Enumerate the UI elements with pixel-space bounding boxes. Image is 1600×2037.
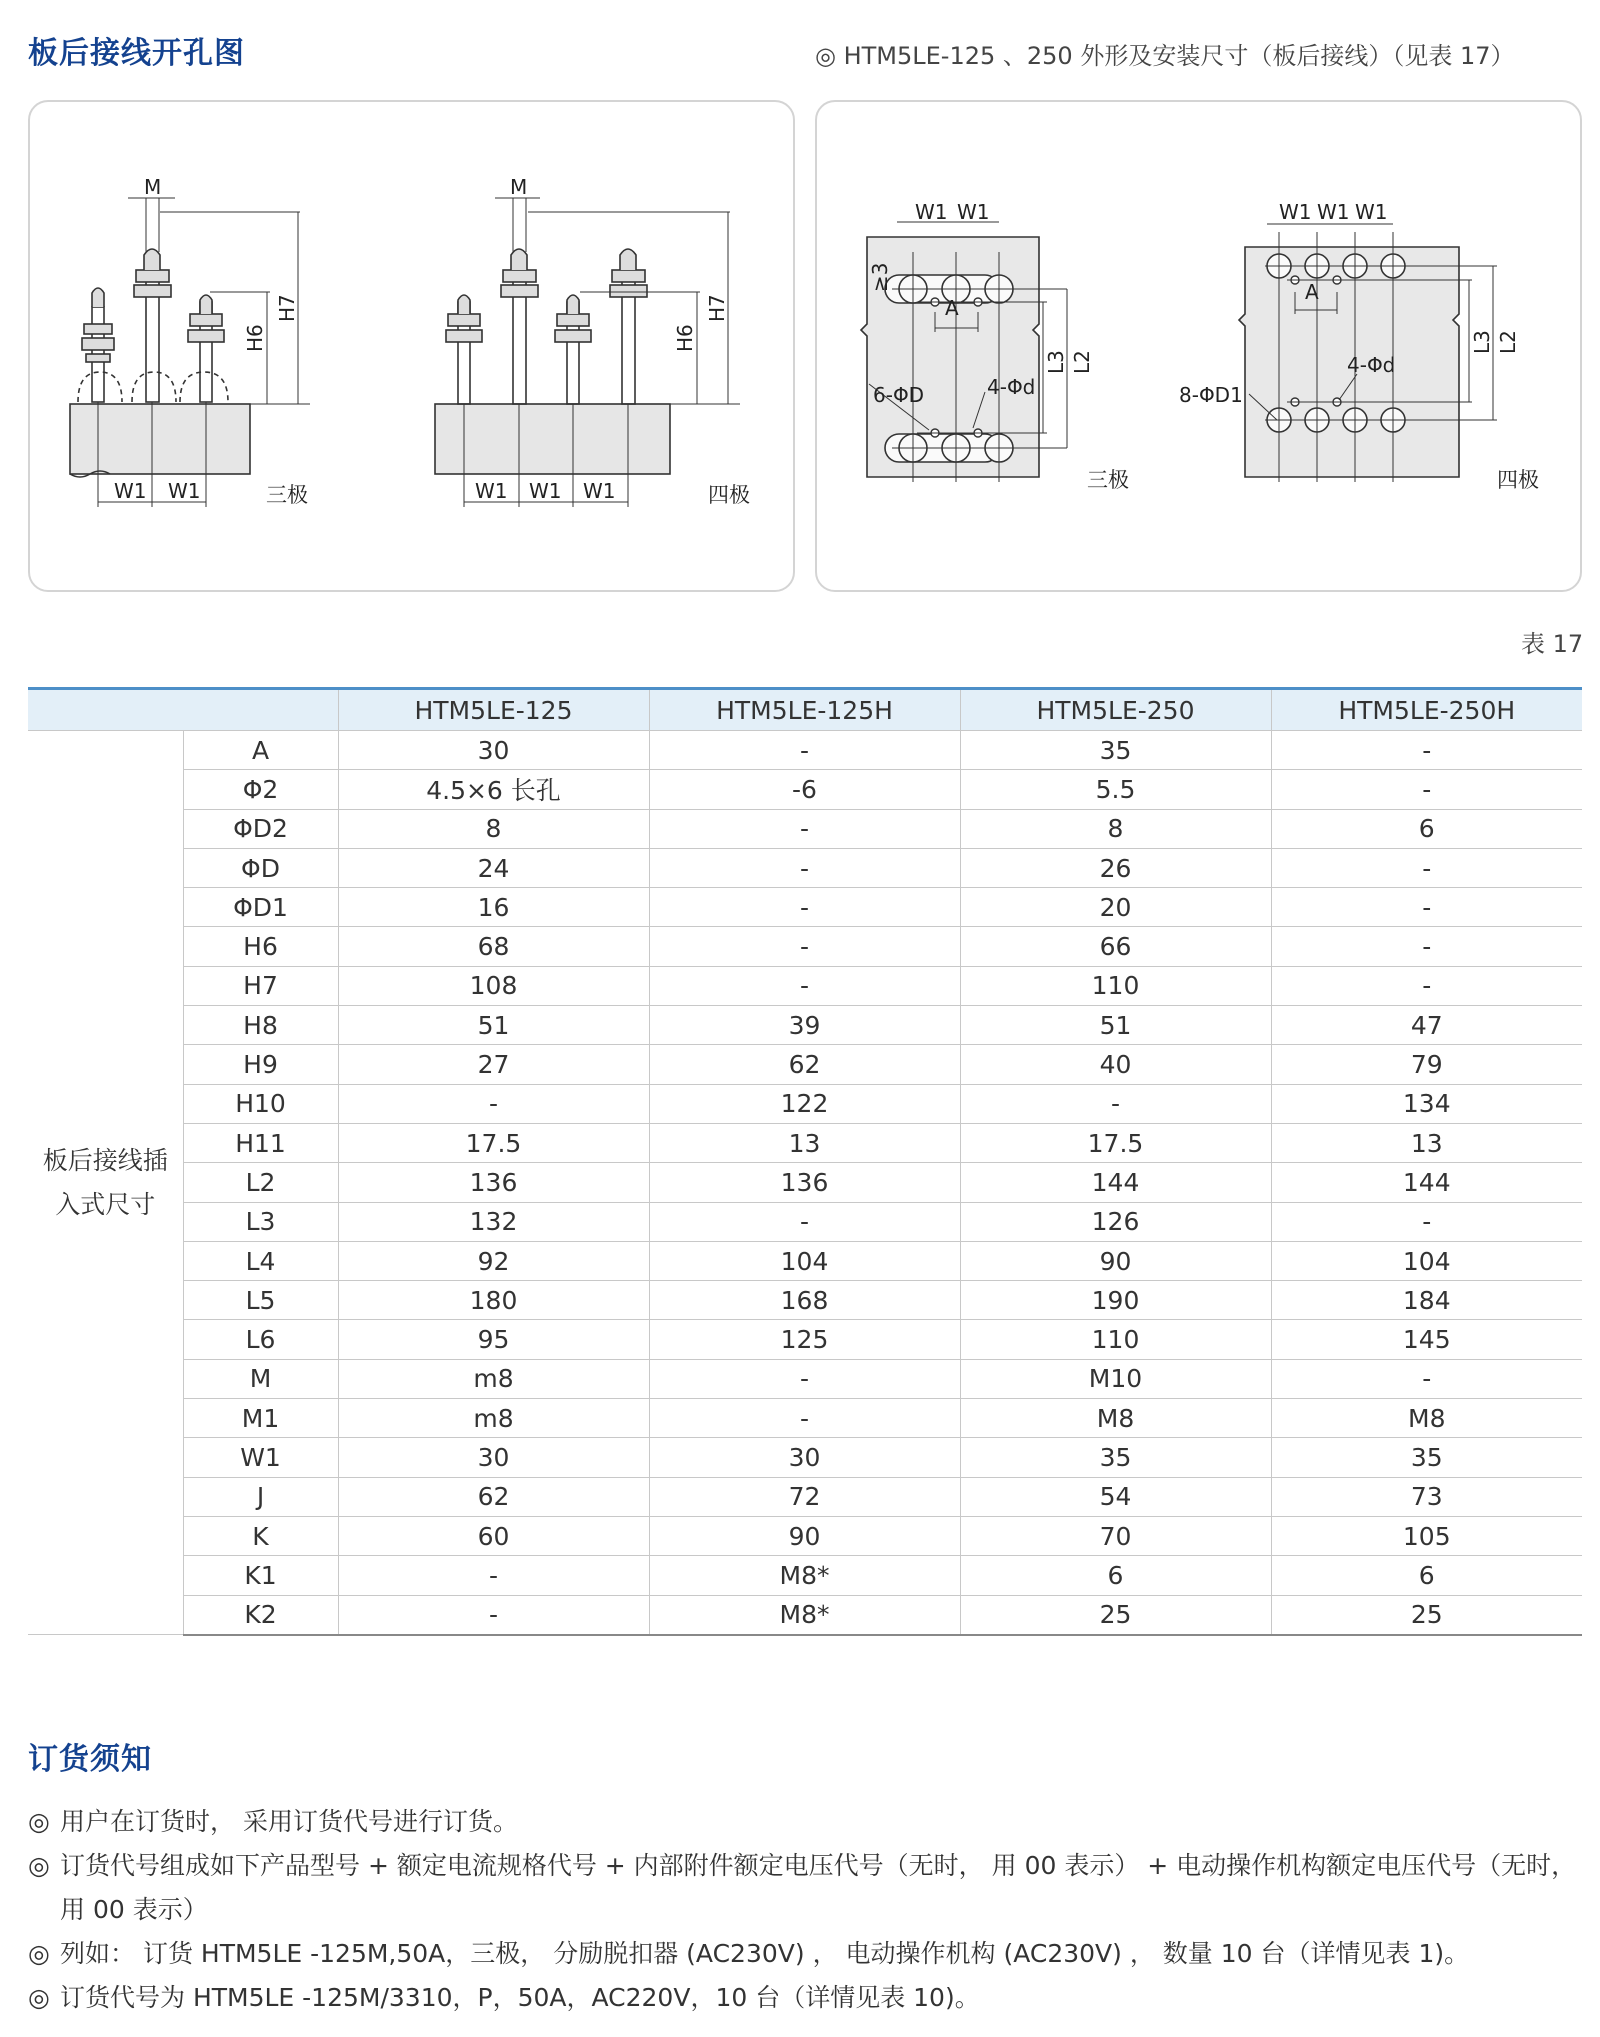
table-row — [28, 1399, 1582, 1438]
table-row — [28, 1202, 1582, 1241]
w1-label-hole-4p-a: W1 — [1279, 200, 1312, 224]
table-row — [28, 1516, 1582, 1555]
value-cell: 16 — [338, 888, 649, 927]
value-cell: 132 — [338, 1202, 649, 1241]
table-caption: 表 17 — [1521, 630, 1584, 658]
dimension-table — [28, 687, 1582, 1636]
value-cell: 134 — [1271, 1084, 1582, 1123]
table-row — [28, 1084, 1582, 1123]
table-row — [28, 927, 1582, 966]
value-cell: - — [1271, 770, 1582, 809]
table-row — [28, 966, 1582, 1005]
value-cell: - — [1271, 927, 1582, 966]
value-cell: 90 — [960, 1241, 1271, 1280]
breaker-body-4p — [435, 404, 670, 474]
l3-label-4p: L3 — [1470, 330, 1494, 354]
table-row — [28, 1556, 1582, 1595]
header-htm5le-250: HTM5LE-250 — [960, 689, 1271, 731]
six-phid-label: 6-ΦD — [873, 383, 925, 407]
param-name-cell: H7 — [183, 966, 338, 1005]
value-cell: 62 — [649, 1045, 960, 1084]
value-cell: 24 — [338, 848, 649, 887]
w1-label-3p-b: W1 — [168, 479, 201, 503]
param-name-cell: H6 — [183, 927, 338, 966]
value-cell: 105 — [1271, 1516, 1582, 1555]
header-htm5le-250h: HTM5LE-250H — [1271, 689, 1582, 731]
value-cell: 20 — [960, 888, 1271, 927]
value-cell: 30 — [338, 731, 649, 770]
m-label-3p: M — [144, 175, 162, 199]
note-bullet: ◎ — [28, 1983, 50, 2012]
dimension-caption: ◎ HTM5LE-125 、250 外形及安装尺寸（板后接线）（见表 17） — [815, 42, 1515, 70]
value-cell: 72 — [649, 1477, 960, 1516]
note-text: 订货代号为 HTM5LE -125M/3310，P，50A，AC220V，10 台（详情见表 10)。 — [60, 1983, 980, 2012]
param-name-cell: M1 — [183, 1399, 338, 1438]
w1-label-4p-b: W1 — [529, 479, 562, 503]
note-bullet: ◎ — [28, 1807, 50, 1836]
note-text: 用户在订货时， 采用订货代号进行订货。 — [60, 1807, 518, 1836]
table-row — [28, 809, 1582, 848]
value-cell: 4.5×6 长孔 — [338, 770, 649, 809]
value-cell: 27 — [338, 1045, 649, 1084]
value-cell: 60 — [338, 1516, 649, 1555]
param-name-cell: L4 — [183, 1241, 338, 1280]
value-cell: 8 — [960, 809, 1271, 848]
param-name-cell: W1 — [183, 1438, 338, 1477]
value-cell: - — [649, 848, 960, 887]
value-cell: 17.5 — [338, 1123, 649, 1162]
value-cell: -6 — [649, 770, 960, 809]
l2-label-3p: L2 — [1070, 350, 1094, 374]
table-row — [28, 1281, 1582, 1320]
table-row — [28, 848, 1582, 887]
value-cell: 62 — [338, 1477, 649, 1516]
three-pole-label-right: 三极 — [1087, 468, 1129, 492]
value-cell: - — [338, 1595, 649, 1635]
value-cell: 190 — [960, 1281, 1271, 1320]
h6-label-4p: H6 — [673, 324, 697, 352]
table-row — [28, 1595, 1582, 1635]
section-title-cutout: 板后接线开孔图 — [28, 36, 245, 71]
value-cell: 168 — [649, 1281, 960, 1320]
table-row — [28, 1320, 1582, 1359]
value-cell: 104 — [1271, 1241, 1582, 1280]
value-cell: 5.5 — [960, 770, 1271, 809]
note-text: 列如： 订货 HTM5LE -125M,50A，三极， 分励脱扣器 (AC230V) ， 电动操作机构 (AC230V) ， 数量 10 台（详情见表 1)。 — [60, 1939, 1470, 1968]
group-label-line: 入式尺寸 — [55, 1189, 156, 1219]
value-cell: 6 — [1271, 809, 1582, 848]
note-bullet: ◎ — [28, 1939, 50, 1968]
w1-label-hole-4p-b: W1 — [1317, 200, 1350, 224]
value-cell: 79 — [1271, 1045, 1582, 1084]
table-header-row — [28, 689, 1582, 731]
value-cell: M8* — [649, 1595, 960, 1635]
note-bullet: ◎ — [28, 1851, 50, 1880]
w1-label-hole-3p-a: W1 — [915, 200, 948, 224]
value-cell: 144 — [960, 1163, 1271, 1202]
table-row — [28, 1163, 1582, 1202]
four-pole-label-right: 四极 — [1497, 468, 1539, 492]
three-pole-label-left: 三极 — [266, 483, 308, 507]
value-cell: 180 — [338, 1281, 649, 1320]
value-cell: 90 — [649, 1516, 960, 1555]
value-cell: 39 — [649, 1006, 960, 1045]
a-label-3p: A — [945, 296, 959, 320]
value-cell: 104 — [649, 1241, 960, 1280]
mounting-hole-diagram-panel — [815, 100, 1582, 592]
value-cell: - — [649, 731, 960, 770]
value-cell: 122 — [649, 1084, 960, 1123]
w1-label-4p-a: W1 — [475, 479, 508, 503]
value-cell: 92 — [338, 1241, 649, 1280]
value-cell: 30 — [338, 1438, 649, 1477]
param-name-cell: K2 — [183, 1595, 338, 1635]
value-cell: 25 — [960, 1595, 1271, 1635]
l3-label-3p: L3 — [1044, 350, 1068, 374]
value-cell: 8 — [338, 809, 649, 848]
value-cell: 126 — [960, 1202, 1271, 1241]
value-cell: M10 — [960, 1359, 1271, 1398]
value-cell: 136 — [338, 1163, 649, 1202]
four-pole-label-left: 四极 — [708, 483, 750, 507]
value-cell: - — [649, 888, 960, 927]
value-cell: 26 — [960, 848, 1271, 887]
value-cell: 70 — [960, 1516, 1271, 1555]
value-cell: - — [1271, 1202, 1582, 1241]
value-cell: 145 — [1271, 1320, 1582, 1359]
value-cell: 95 — [338, 1320, 649, 1359]
param-name-cell: L3 — [183, 1202, 338, 1241]
value-cell: - — [649, 1202, 960, 1241]
value-cell: 66 — [960, 927, 1271, 966]
table-row — [28, 1006, 1582, 1045]
value-cell: 25 — [1271, 1595, 1582, 1635]
note-item — [28, 1976, 1584, 2020]
param-name-cell: A — [183, 731, 338, 770]
note-text: 订货代号组成如下产品型号 + 额定电流规格代号 + 内部附件额定电压代号（无时， 用 00 表示） + 电动操作机构额定电压代号（无时， 用 00 表示） — [60, 1851, 1577, 1924]
table-row — [28, 731, 1582, 770]
param-name-cell: ΦD — [183, 848, 338, 887]
header-htm5le-125: HTM5LE-125 — [338, 689, 649, 731]
value-cell: 108 — [338, 966, 649, 1005]
value-cell: - — [1271, 848, 1582, 887]
table-row — [28, 770, 1582, 809]
table-row — [28, 1241, 1582, 1280]
hole-layout-drawing — [817, 102, 1584, 594]
value-cell: 136 — [649, 1163, 960, 1202]
param-name-cell: H10 — [183, 1084, 338, 1123]
value-cell: - — [338, 1084, 649, 1123]
value-cell: - — [649, 809, 960, 848]
param-name-cell: M — [183, 1359, 338, 1398]
param-name-cell: H8 — [183, 1006, 338, 1045]
note-item — [28, 1844, 1584, 1932]
param-name-cell: K1 — [183, 1556, 338, 1595]
value-cell: 40 — [960, 1045, 1271, 1084]
value-cell: - — [960, 1084, 1271, 1123]
table-row — [28, 1477, 1582, 1516]
param-name-cell: J — [183, 1477, 338, 1516]
param-name-cell: H11 — [183, 1123, 338, 1162]
value-cell: 125 — [649, 1320, 960, 1359]
four-phid-label-3p: 4-Φd — [987, 375, 1036, 399]
header-htm5le-125h: HTM5LE-125H — [649, 689, 960, 731]
row-group-label — [28, 731, 183, 1635]
rear-wiring-diagram-panel — [28, 100, 795, 592]
terminal-side-view-drawing — [30, 102, 797, 594]
h7-label-3p: H7 — [275, 294, 299, 322]
value-cell: 54 — [960, 1477, 1271, 1516]
w1-label-3p-a: W1 — [114, 479, 147, 503]
value-cell: 13 — [1271, 1123, 1582, 1162]
m-label-4p: M — [510, 175, 528, 199]
table-row — [28, 888, 1582, 927]
note-item — [28, 1800, 1584, 1844]
value-cell: - — [649, 1399, 960, 1438]
note-item — [28, 1932, 1584, 1976]
value-cell: 73 — [1271, 1477, 1582, 1516]
param-name-cell: L5 — [183, 1281, 338, 1320]
param-name-cell: H9 — [183, 1045, 338, 1084]
value-cell: - — [1271, 966, 1582, 1005]
table-row — [28, 1359, 1582, 1398]
value-cell: 51 — [338, 1006, 649, 1045]
param-name-cell: K — [183, 1516, 338, 1555]
h6-label-3p: H6 — [243, 324, 267, 352]
param-name-cell: L6 — [183, 1320, 338, 1359]
value-cell: 35 — [960, 731, 1271, 770]
value-cell: 6 — [1271, 1556, 1582, 1595]
value-cell: 35 — [1271, 1438, 1582, 1477]
eight-phid1-label: 8-ΦD1 — [1179, 383, 1243, 407]
value-cell: 30 — [649, 1438, 960, 1477]
param-name-cell: ΦD2 — [183, 809, 338, 848]
value-cell: M8* — [649, 1556, 960, 1595]
four-phid-label-4p: 4-Φd — [1347, 353, 1396, 377]
value-cell: - — [649, 927, 960, 966]
value-cell: 51 — [960, 1006, 1271, 1045]
w1-label-4p-c: W1 — [583, 479, 616, 503]
table-row — [28, 1045, 1582, 1084]
value-cell: 110 — [960, 1320, 1271, 1359]
value-cell: 47 — [1271, 1006, 1582, 1045]
value-cell: - — [1271, 1359, 1582, 1398]
l2-label-4p: L2 — [1496, 330, 1520, 354]
w1-label-hole-3p-b: W1 — [957, 200, 990, 224]
a-label-4p: A — [1305, 280, 1319, 304]
breaker-body-3p — [70, 404, 250, 474]
value-cell: - — [1271, 888, 1582, 927]
value-cell: 110 — [960, 966, 1271, 1005]
table-row — [28, 1438, 1582, 1477]
ordering-notes — [28, 1800, 1584, 2020]
table-row — [28, 1123, 1582, 1162]
param-name-cell: L2 — [183, 1163, 338, 1202]
value-cell: 35 — [960, 1438, 1271, 1477]
value-cell: - — [649, 1359, 960, 1398]
section-title-ordering: 订货须知 — [28, 1742, 152, 1777]
group-label-line: 板后接线插 — [42, 1145, 168, 1175]
value-cell: M8 — [1271, 1399, 1582, 1438]
value-cell: 6 — [960, 1556, 1271, 1595]
value-cell: - — [338, 1556, 649, 1595]
value-cell: - — [1271, 731, 1582, 770]
value-cell: 68 — [338, 927, 649, 966]
value-cell: 184 — [1271, 1281, 1582, 1320]
value-cell: m8 — [338, 1359, 649, 1398]
header-cell-blank — [28, 689, 338, 731]
w1-label-hole-4p-c: W1 — [1355, 200, 1388, 224]
value-cell: 17.5 — [960, 1123, 1271, 1162]
value-cell: 144 — [1271, 1163, 1582, 1202]
value-cell: - — [649, 966, 960, 1005]
param-name-cell: ΦD1 — [183, 888, 338, 927]
param-name-cell: Φ2 — [183, 770, 338, 809]
value-cell: m8 — [338, 1399, 649, 1438]
h7-label-4p: H7 — [705, 294, 729, 322]
ge3-label: ≥3 — [868, 262, 892, 292]
value-cell: M8 — [960, 1399, 1271, 1438]
value-cell: 13 — [649, 1123, 960, 1162]
